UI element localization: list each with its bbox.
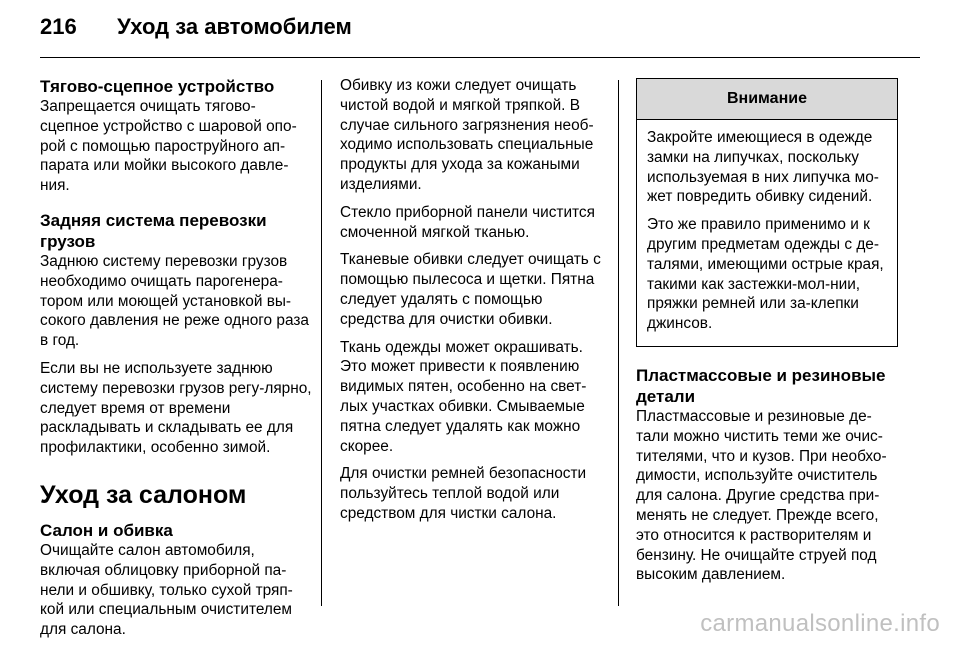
paragraph: Обивку из кожи следует очищать чистой водой и мягкой тряпкой. В случае сильного загрязнения необ-ходимо использовать специальные продукты для ухода за кожаными изделиями.: [340, 77, 594, 193]
section-heading: Пластмассовые и резиновые детали: [636, 365, 886, 406]
column-left: [40, 76, 312, 654]
chapter-title: Уход за салоном: [40, 480, 247, 509]
section-plastic-rubber: [636, 365, 898, 585]
paragraph: Тканевые обивки следует очищать с помощью пылесоса и щетки. Пятна следует удалять с помощью средства для очистки обивки.: [340, 251, 601, 328]
running-title: Уход за автомобилем: [117, 14, 352, 39]
column-right: [636, 76, 898, 599]
section-interior-upholstery: [40, 520, 312, 640]
watermark: carmanualsonline.info: [700, 610, 940, 637]
warning-body: [637, 120, 897, 346]
section-rear-carrier: [40, 210, 312, 458]
page-number: 216: [40, 14, 77, 39]
paragraph: Для очистки ремней безопасности пользуйтесь теплой водой или средством для чистки салона.: [340, 465, 587, 522]
paragraph: Пластмассовые и резиновые де-тали можно чистить теми же очис-тителями, что и кузов. При необхо-димости, используйте очиститель для салона. Другие средства при-менять не следует. Прежде всего, это относится к растворителям и бензину. Не очищайте струей под высоким давлением.: [636, 407, 887, 584]
page-header: [40, 14, 352, 48]
paragraph: Стекло приборной панели чистится смоченной мягкой тканью.: [340, 203, 595, 241]
section-heading: Задняя система перевозки грузов: [40, 210, 267, 251]
paragraph: Запрещается очищать тягово-сцепное устройство с шаровой опо-рой с помощью пароструйного ап-парата или мойки высокого давле-ния.: [40, 98, 297, 195]
column-divider-1: [321, 80, 322, 606]
paragraph: Если вы не используете заднюю систему перевозки грузов регу-лярно, следует время от времени раскладывать и складывать ее для профилактики, особенно зимой.: [40, 359, 312, 457]
column-middle: [340, 76, 606, 532]
column-divider-2: [618, 80, 619, 606]
section-heading: Тягово-сцепное устройство: [40, 77, 275, 96]
warning-box: [636, 78, 898, 347]
paragraph: Очищайте салон автомобиля, включая облицовку приборной па-нели и обшивку, только сухой тряп-кой или специальным очистителем для салона.: [40, 541, 293, 639]
paragraph: Закройте имеющиеся в одежде замки на липучках, поскольку используемая в них липучка мо-жет повредить обивку сидений.: [647, 129, 879, 206]
paragraph: Заднюю систему перевозки грузов необходимо очищать парогенера-тором или моющей установкой вы-сокого давления не реже одного раза в год.: [40, 252, 309, 350]
warning-title: Внимание: [637, 79, 897, 120]
paragraph: Ткань одежды может окрашивать. Это может привести к появлению видимых пятен, особенно на свет-лых участках обивки. Смываемые пятна следует удалять как можно скорее.: [340, 338, 587, 455]
paragraph: Это же правило применимо и к другим предметам одежды с де-талями, имеющими острые края, такими как застежки-мол-нии, пряжки ремней или за-клепки джинсов.: [647, 216, 884, 333]
header-rule: [40, 57, 920, 58]
section-tow-hitch: [40, 76, 312, 196]
section-heading: Салон и обивка: [40, 520, 173, 540]
